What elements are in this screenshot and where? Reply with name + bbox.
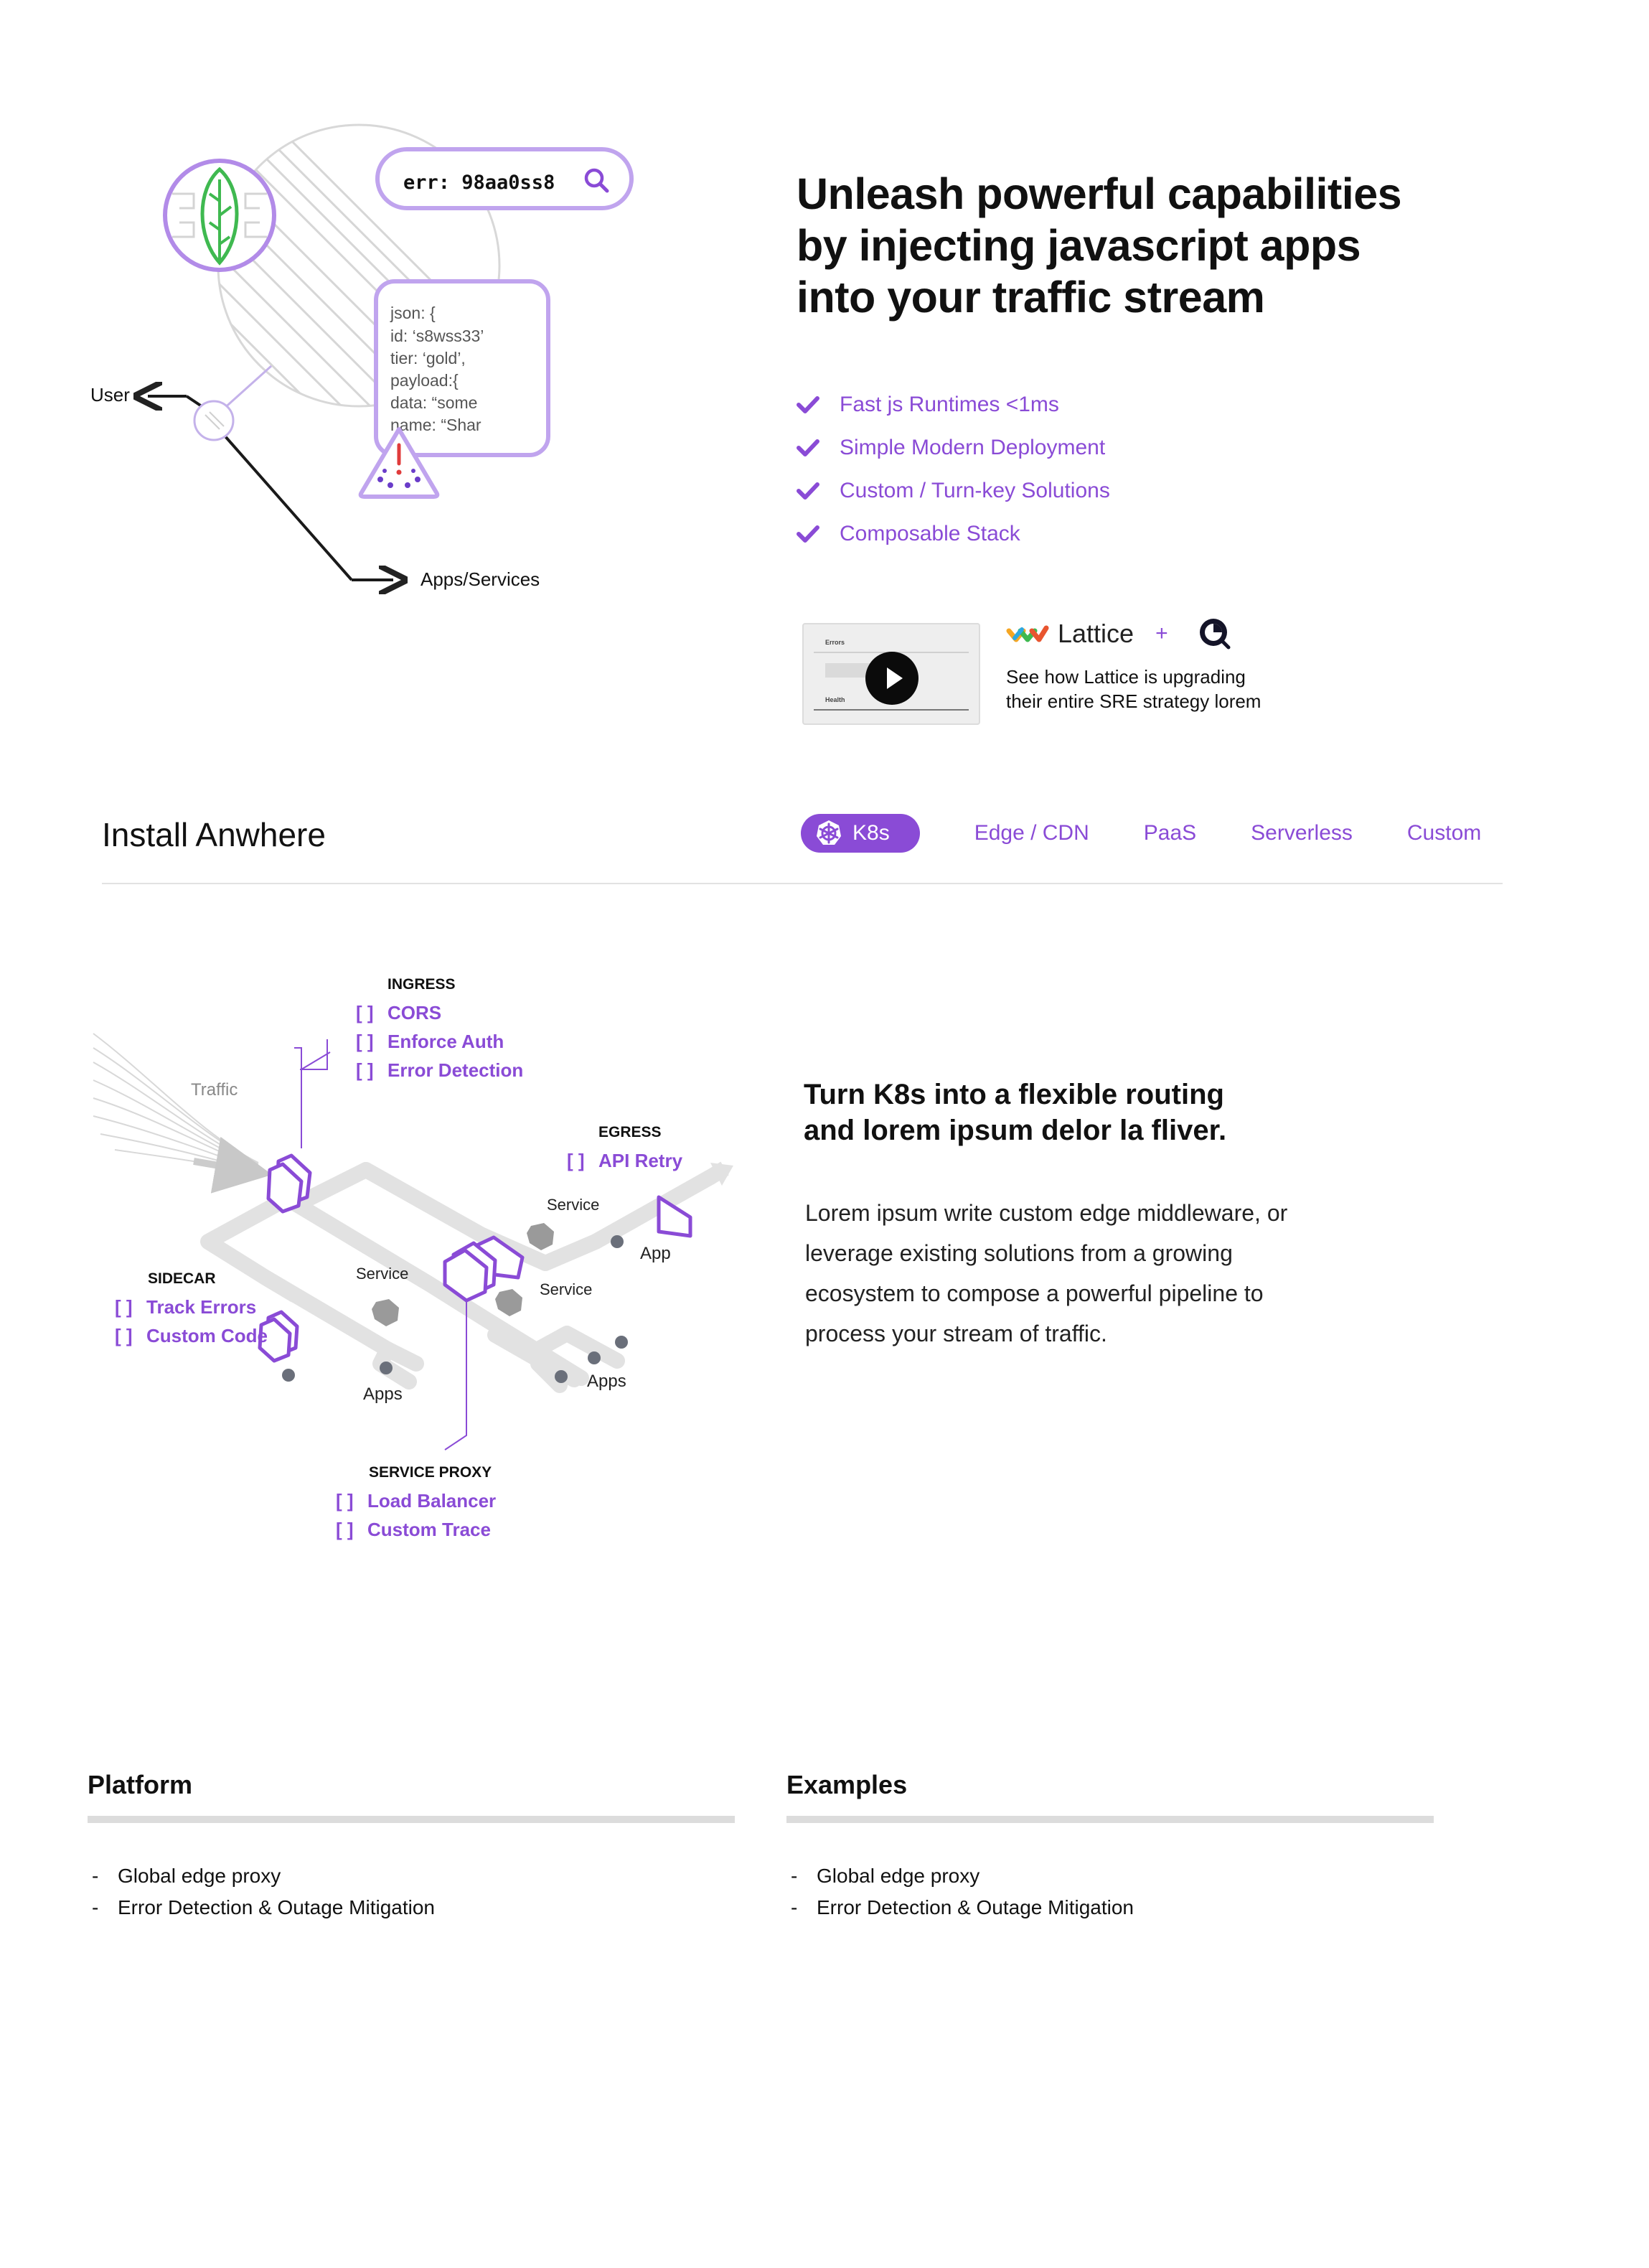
- routing-description: [805, 1193, 1365, 1354]
- bracket-icon: [ ]: [356, 1002, 374, 1023]
- feature-item: [797, 512, 1110, 556]
- list-item-label: Global edge proxy: [118, 1865, 281, 1887]
- video-thumbnail[interactable]: [802, 623, 980, 725]
- sidecar-item: Track Errors: [146, 1296, 257, 1318]
- promo-text-line: See how Lattice is upgrading: [1006, 666, 1246, 688]
- bracket-icon: [ ]: [115, 1296, 133, 1318]
- routing-desc-line: ecosystem to compose a powerful pipeline to: [805, 1280, 1264, 1306]
- bracket-icon: [ ]: [356, 1059, 374, 1081]
- hero-title: [797, 168, 1485, 323]
- sidecar-item: Custom Code: [146, 1325, 268, 1346]
- routing-title-line: and lorem ipsum delor la fliver.: [804, 1115, 1227, 1146]
- bracket-icon: [ ]: [336, 1490, 354, 1512]
- examples-list: [786, 1860, 1434, 1923]
- list-item-label: Error Detection & Outage Mitigation: [817, 1896, 1134, 1918]
- feature-item: [797, 469, 1110, 512]
- service-proxy-heading: SERVICE PROXY: [369, 1464, 492, 1481]
- egress-heading: EGRESS: [598, 1124, 662, 1140]
- feature-item: [797, 383, 1110, 426]
- service-label: Service: [547, 1196, 600, 1214]
- leaf-icon: [165, 161, 274, 270]
- platform-bar: [88, 1816, 735, 1823]
- feature-label: Simple Modern Deployment: [840, 436, 1106, 459]
- hero-title-line: Unleash powerful capabilities: [797, 169, 1402, 218]
- list-item: [791, 1860, 1434, 1892]
- play-icon[interactable]: [865, 652, 919, 705]
- apps-services-label: Apps/Services: [421, 568, 540, 590]
- bracket-icon: [ ]: [356, 1031, 374, 1052]
- dash: -: [791, 1865, 798, 1887]
- install-section-title: Install Anwhere: [102, 816, 326, 853]
- platform-title: Platform: [88, 1770, 193, 1799]
- feature-label: Fast js Runtimes <1ms: [840, 393, 1059, 416]
- list-item: [791, 1892, 1434, 1923]
- search-text: err: 98aa0ss8: [403, 172, 555, 194]
- list-item-label: Error Detection & Outage Mitigation: [118, 1896, 435, 1918]
- hero-title-line: by injecting javascript apps: [797, 221, 1361, 270]
- check-icon: [797, 395, 840, 414]
- egress-item: API Retry: [598, 1150, 683, 1171]
- tab-serverless[interactable]: Serverless: [1251, 821, 1353, 845]
- sidecar-callout: [115, 1270, 268, 1346]
- egress-callout: [567, 1124, 683, 1171]
- examples-column: [786, 1770, 1434, 1923]
- feature-item: [797, 426, 1110, 469]
- section-divider: [102, 883, 1503, 884]
- apps-label: Apps: [587, 1372, 626, 1391]
- lattice-promo-logos: [1006, 617, 1231, 650]
- check-icon: [797, 439, 840, 457]
- routing-desc-line: leverage existing solutions from a growing: [805, 1240, 1233, 1266]
- code-line: data: “some: [390, 393, 478, 412]
- plus-sign: +: [1155, 622, 1168, 645]
- app-label: App: [640, 1244, 671, 1263]
- ingress-heading: INGRESS: [387, 976, 456, 993]
- platform-tabs: [801, 814, 1481, 853]
- ingress-item: CORS: [387, 1002, 442, 1023]
- kubernetes-icon: [814, 818, 844, 848]
- platform-column: [88, 1770, 735, 1923]
- examples-title: Examples: [786, 1770, 908, 1799]
- routing-title: [804, 1077, 1306, 1148]
- code-line: json: {: [390, 304, 436, 322]
- list-item-label: Global edge proxy: [817, 1865, 980, 1887]
- promo-text-line: their entire SRE strategy lorem: [1006, 690, 1262, 712]
- video-label-health: Health: [825, 696, 845, 703]
- routing-desc-line: Lorem ipsum write custom edge middleware, or: [805, 1200, 1288, 1226]
- routing-desc-line: process your stream of traffic.: [805, 1321, 1107, 1346]
- service-label: Service: [540, 1280, 593, 1298]
- code-line: id: ‘s8wss33’: [390, 327, 484, 345]
- list-item: [92, 1892, 735, 1923]
- platform-list: [88, 1860, 735, 1923]
- tab-edge-cdn[interactable]: Edge / CDN: [974, 821, 1089, 845]
- tab-k8s[interactable]: [801, 814, 920, 853]
- traffic-label: Traffic: [191, 1080, 238, 1100]
- user-node: [194, 401, 233, 440]
- service-proxy-item: Load Balancer: [367, 1490, 497, 1512]
- bracket-icon: [ ]: [567, 1150, 585, 1171]
- search-pill: [377, 149, 631, 208]
- dash: -: [791, 1896, 798, 1918]
- tab-custom[interactable]: Custom: [1406, 821, 1482, 845]
- promo-text[interactable]: [1006, 665, 1307, 713]
- sidecar-heading: SIDECAR: [148, 1270, 216, 1287]
- lattice-brand: Lattice: [1058, 619, 1134, 648]
- k8s-routing-diagram: [79, 962, 797, 1579]
- ingress-item: Enforce Auth: [387, 1031, 504, 1052]
- list-item: [92, 1860, 735, 1892]
- dash: -: [92, 1896, 99, 1918]
- code-line: name: “Shar: [390, 416, 481, 434]
- ingress-callout: [356, 976, 523, 1081]
- tab-paas[interactable]: PaaS: [1143, 821, 1197, 845]
- service-label: Service: [356, 1265, 409, 1283]
- code-line: tier: ‘gold’,: [390, 349, 466, 367]
- check-icon: [797, 482, 840, 500]
- hero-illustration: [72, 115, 660, 603]
- apps-label: Apps: [363, 1384, 403, 1404]
- code-box: [376, 281, 548, 455]
- ingress-item: Error Detection: [387, 1059, 524, 1081]
- feature-label: Custom / Turn-key Solutions: [840, 479, 1110, 502]
- service-proxy-callout: [336, 1464, 496, 1540]
- video-label-errors: Errors: [825, 639, 845, 646]
- check-icon: [797, 525, 840, 543]
- traffic-streams: [93, 1034, 258, 1173]
- tab-k8s-label: K8s: [852, 821, 890, 845]
- service-proxy-item: Custom Trace: [367, 1519, 491, 1540]
- user-label: User: [90, 384, 130, 406]
- bracket-icon: [ ]: [336, 1519, 354, 1540]
- feature-list: [797, 383, 1110, 556]
- dash: -: [92, 1865, 99, 1887]
- lattice-logo-icon: [1006, 621, 1052, 647]
- bracket-icon: [ ]: [115, 1325, 133, 1346]
- partner-logo-icon: [1198, 617, 1231, 650]
- examples-bar: [786, 1816, 1434, 1823]
- hero-title-line: into your traffic stream: [797, 273, 1265, 322]
- routing-title-line: Turn K8s into a flexible routing: [804, 1079, 1224, 1110]
- code-line: payload:{: [390, 371, 459, 390]
- feature-label: Composable Stack: [840, 522, 1020, 545]
